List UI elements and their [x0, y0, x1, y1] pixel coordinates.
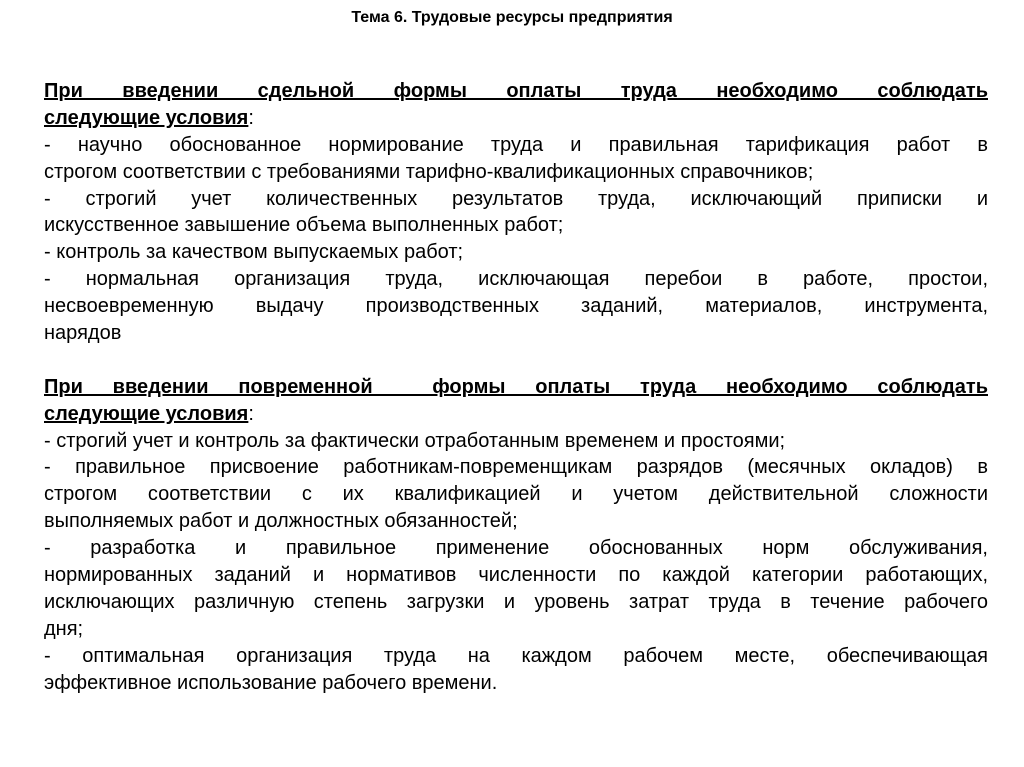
section-heading: При введении повременной формы оплаты труда необходимо соблюдать: [44, 375, 988, 398]
document-body: [44, 78, 988, 696]
list-item-line: строгом соответствии с требованиями тарифно-квалификационных справочников;: [44, 160, 814, 183]
list-item-line: несвоевременную выдачу производственных заданий, материалов, инструмента,: [44, 295, 988, 318]
list-item-line: - научно обоснованное нормирование труда и правильная тарификация работ в: [44, 133, 988, 156]
list-item-line: эффективное использование рабочего времени.: [44, 671, 498, 694]
page-title: Тема 6. Трудовые ресурсы предприятия: [351, 9, 673, 26]
list-item-line: - контроль за качеством выпускаемых работ;: [44, 241, 464, 264]
list-item-line: дня;: [44, 617, 84, 640]
section-heading: следующие условия: [44, 402, 249, 425]
section-heading: следующие условия: [44, 106, 249, 129]
list-item-line: - строгий учет и контроль за фактически отработанным временем и простоями;: [44, 429, 786, 452]
list-item-line: строгом соответствии с их квалификацией и учетом действительной сложности: [44, 483, 988, 506]
list-item-line: нормированных заданий и нормативов численности по каждой категории работающих,: [44, 564, 988, 587]
section-piecework: [44, 78, 988, 347]
list-item-line: нарядов: [44, 322, 122, 345]
heading-colon: :: [248, 402, 254, 425]
spacer: [44, 347, 988, 374]
list-item-line: - разработка и правильное применение обоснованных норм обслуживания,: [44, 537, 988, 560]
list-item-line: исключающих различную степень загрузки и уровень затрат труда в течение рабочего: [44, 590, 988, 613]
section-time-based: [44, 374, 988, 697]
section-heading: При введении сдельной формы оплаты труда необходимо соблюдать: [44, 80, 988, 102]
list-item-line: - правильное присвоение работникам-повременщикам разрядов (месячных окладов) в: [44, 456, 988, 479]
list-item-line: - строгий учет количественных результатов труда, исключающий приписки и: [44, 187, 988, 210]
heading-colon: :: [248, 106, 254, 129]
list-item-line: искусственное завышение объема выполненных работ;: [44, 214, 564, 237]
list-item-line: - оптимальная организация труда на каждом рабочем месте, обеспечивающая: [44, 644, 988, 667]
list-item-line: выполняемых работ и должностных обязанностей;: [44, 510, 518, 533]
list-item-line: - нормальная организация труда, исключающая перебои в работе, простои,: [44, 268, 988, 291]
